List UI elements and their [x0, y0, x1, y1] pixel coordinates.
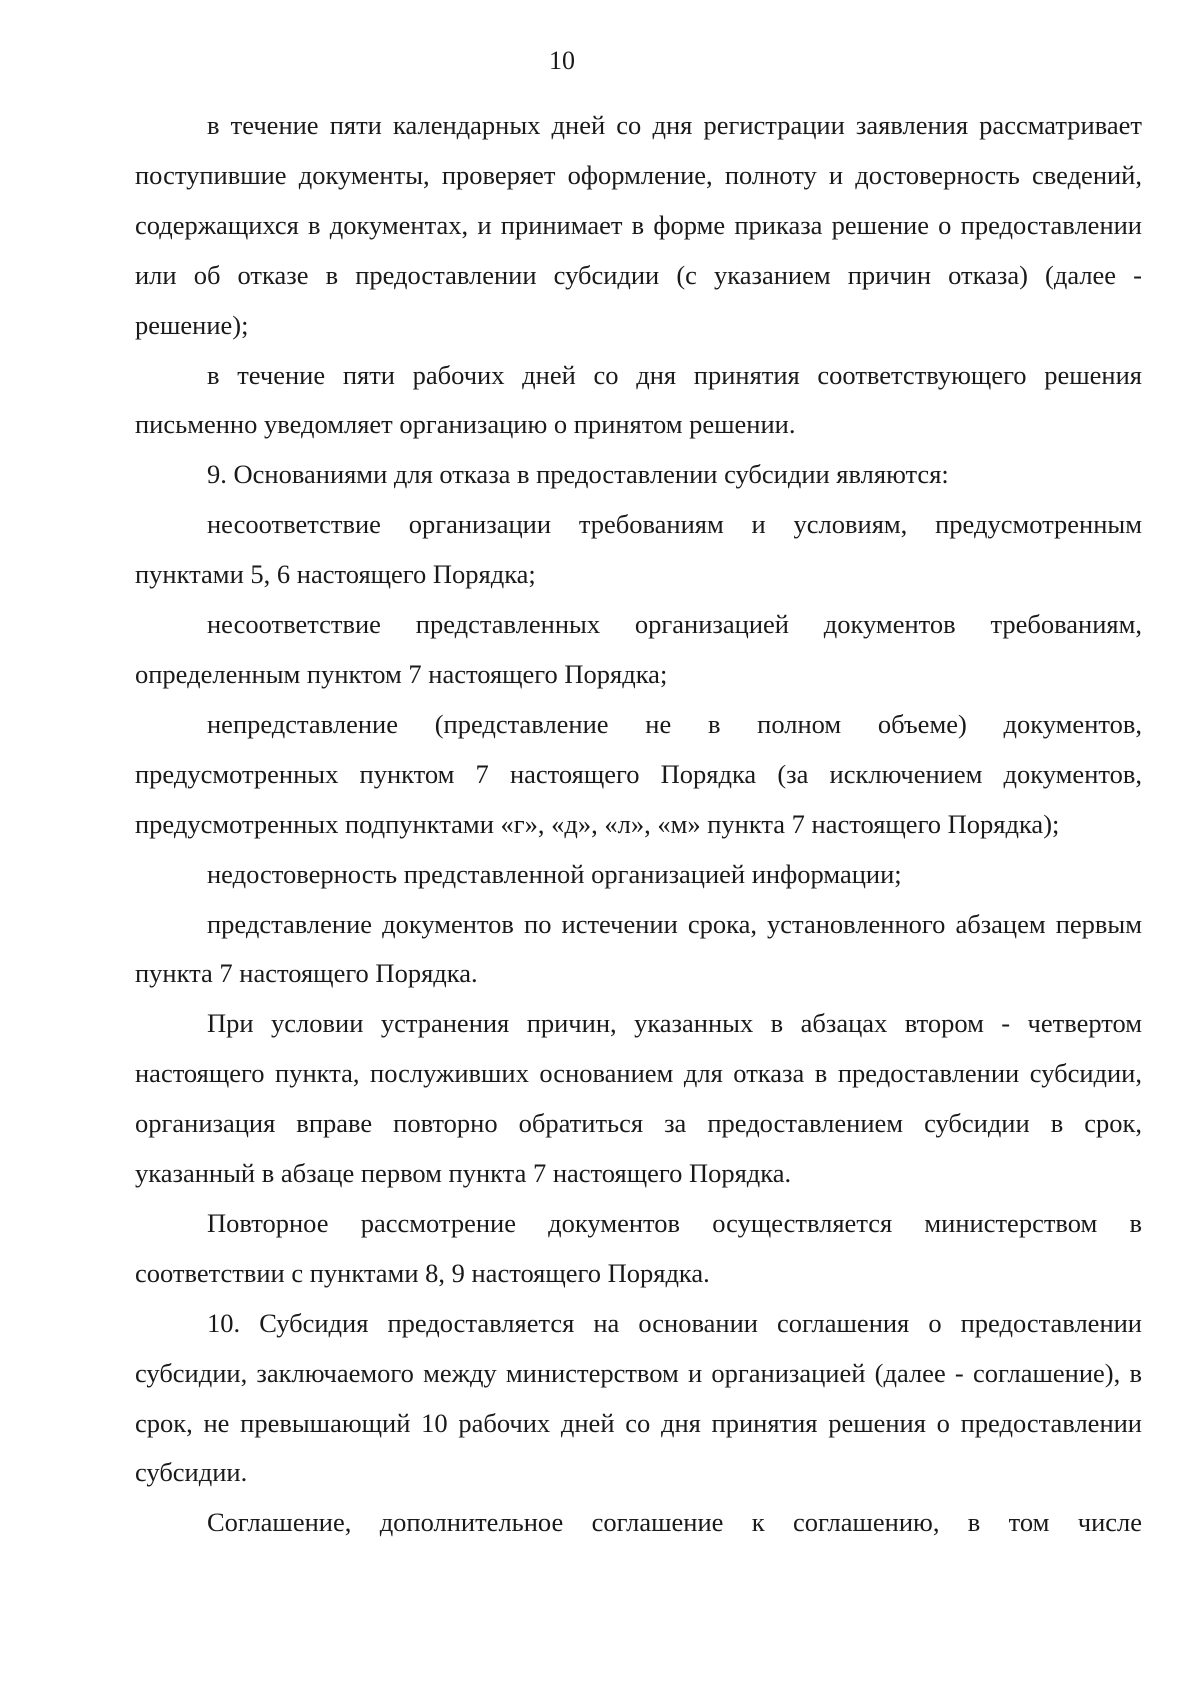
paragraph: в течение пяти рабочих дней со дня принятия соответствующего решения письменно уведомляет организацию о принятом решении.: [135, 359, 1142, 440]
paragraph: 9. Основаниями для отказа в предоставлении субсидии являются:: [207, 459, 949, 490]
paragraph: 10. Субсидия предоставляется на основании соглашения о предоставлении субсидии, заключаемого между министерством и организацией (далее - соглашение), в срок, не превышающий 10 рабочих дней со дня принятия решения о предоставлении субсидии.: [135, 1307, 1142, 1488]
paragraph: недостоверность представленной организацией информации;: [207, 858, 902, 889]
paragraph: При условии устранения причин, указанных в абзацах втором - четвертом настоящего пункта, послуживших основанием для отказа в предоставлении субсидии, организация вправе повторно обратиться за предоставлением субсидии в срок, указанный в абзаце первом пункта 7 настоящего Порядка.: [135, 1008, 1142, 1189]
paragraph: представление документов по истечении срока, установленного абзацем первым пункта 7 настоящего Порядка.: [135, 908, 1142, 989]
paragraph: в течение пяти календарных дней со дня регистрации заявления рассматривает поступившие документы, проверяет оформление, полноту и достоверность сведений, содержащихся в документах, и принимает в форме приказа решение о предоставлении или об отказе в предоставлении субсидии (с указанием причин отказа) (далее - решение);: [135, 110, 1142, 340]
paragraph: Повторное рассмотрение документов осуществляется министерством в соответствии с пунктами 8, 9 настоящего Порядка.: [135, 1207, 1142, 1288]
paragraph: несоответствие представленных организацией документов требованиям, определенным пунктом 7 настоящего Порядка;: [135, 609, 1142, 689]
paragraph: непредставление (представление не в полном объеме) документов, предусмотренных пунктом 7 настоящего Порядка (за исключением документов, предусмотренных подпунктами «г», «д», «л», «м» пункта 7 настоящего Порядка);: [135, 708, 1142, 839]
page-number: 10: [549, 46, 575, 75]
paragraph: Соглашение, дополнительное соглашение к соглашению, в том числе: [207, 1507, 1142, 1538]
document-body: [135, 101, 1142, 1548]
paragraph: несоответствие организации требованиям и условиям, предусмотренным пунктами 5, 6 настоящего Порядка;: [135, 509, 1142, 590]
